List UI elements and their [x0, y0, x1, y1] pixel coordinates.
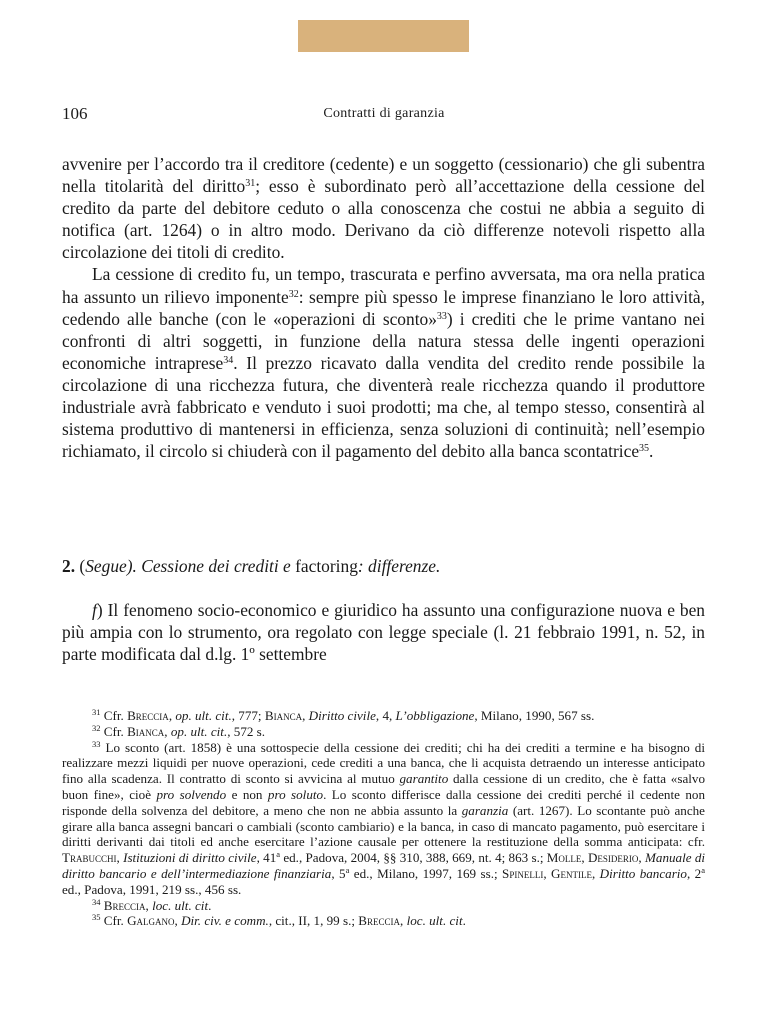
- footnote-33: $^{33}$ Lo sconto (art. 1858) è una sottospecie della cessione dei crediti; chi ha dei crediti a termine e ha bisogno di realizzare mezzi liquidi per nuove operazioni, cede crediti a una banca, che li acquista detraendo un interesse anticipato fino alla scadenza. Il contratto di sconto si avvicina al mutuo garantito dalla cessione di un credito, che è fatta «salvo buon fine», cioè pro solvendo e non pro soluto. Lo sconto differisce dalla cessione dei crediti perché il cedente non risponde della solvenza del debitore, a meno che non ne abbia assunto la garanzia (art. 1267). Lo scontante può anche girare alla banca assegni bancari o cambiali (sconto cambiario) e la banca, in caso di mancato pagamento, può esercitare i diritti derivanti dai titoli ed anche esercitare l’azione causale per ottenere la restituzione della somma anticipata: cfr. Trabucchi, Istituzioni di diritto civile, 41$^a$ ed., Padova, 2004, §§ 310, 388, 669, nt. 4; 863 s.; Molle, Desiderio, Manuale di diritto bancario e dell’intermediazione finanziaria, 5$^a$ ed., Milano, 1997, 169 ss.; Spinelli, Gentile, Diritto bancario, 2$^a$ ed., Padova, 1991, 219 ss., 456 ss.: [62, 738, 705, 897]
- footnote-35: $^{35}$ Cfr. Galgano, Dir. civ. e comm., cit., II, 1, 99 s.; Breccia, loc. ult. cit.: [92, 912, 466, 929]
- footnote-32: $^{32}$ Cfr. Bianca, op. ult. cit., 572 s.: [92, 722, 266, 739]
- paragraph: avvenire per l’accordo tra il creditore (cedente) e un soggetto (cessionario) che gli subentra nella titolarità del diritto$^{31}$; esso è subordinato però all’accettazione della cessione del credito da parte del debitore ceduto o alla conoscenza che costui ne abbia a seguito di notifica (art. 1264) o in altro modo. Derivano da ciò differenze notevoli rispetto alla circolazione dei titoli di credito.: [62, 154, 705, 263]
- footnote-ref[interactable]: 31: [245, 178, 256, 190]
- footnote-ref[interactable]: 34: [223, 354, 234, 366]
- body-text: [62, 153, 705, 462]
- paragraph: La cessione di credito fu, un tempo, trascurata e perfino avversata, ma ora nella pratica ha assunto un rilievo imponente$^{32}$: sempre più spesso le imprese finanziano le loro attività, cedendo alle banche (con le «operazioni di sconto»$^{33}$) i crediti che le prime vantano nei confronti di altri soggetti, in funzione della natura stessa delle ingenti operazioni economiche intraprese$^{34}$. Il prezzo ricavato dalla vendita del credito rende possibile la circolazione di una ricchezza futura, che diventerà reale ricchezza quando il produttore industriale avrà fabbricato e venduto i suoi prodotti; ma che, al tempo stesso, consentirà al sistema produttivo di mantenersi in efficienza, senza soluzioni di continuità; nell’esempio richiamato, il circolo si chiuderà con il pagamento del debito alla banca scontatrice$^{35}$.: [62, 264, 705, 462]
- footnotes: [62, 708, 705, 929]
- footnote-ref[interactable]: 32: [288, 288, 299, 300]
- footnote-ref[interactable]: 33: [436, 310, 447, 322]
- section-heading: 2. (Segue). Cessione dei crediti e factoring: differenze.: [62, 556, 441, 576]
- paragraph: f) Il fenomeno socio-economico e giuridico ha assunto una configurazione nuova e ben più ampia con lo strumento, ora regolato con legge speciale (l. 21 febbraio 1991, n. 52, in parte modificata dal d.lg. 1º settembre: [62, 600, 705, 665]
- footnote-31: $^{31}$ Cfr. Breccia, op. ult. cit., 777; Bianca, Diritto civile, 4, L’obbligazione, Milano, 1990, 567 ss.: [92, 707, 595, 723]
- body-text-section-2: [62, 599, 705, 665]
- footnote-ref[interactable]: 35: [639, 443, 650, 455]
- footnote-34: $^{34}$ Breccia, loc. ult. cit.: [92, 896, 212, 913]
- header-color-bar: [298, 20, 469, 52]
- running-title: Contratti di garanzia: [323, 106, 445, 121]
- page-number: 106: [62, 104, 88, 123]
